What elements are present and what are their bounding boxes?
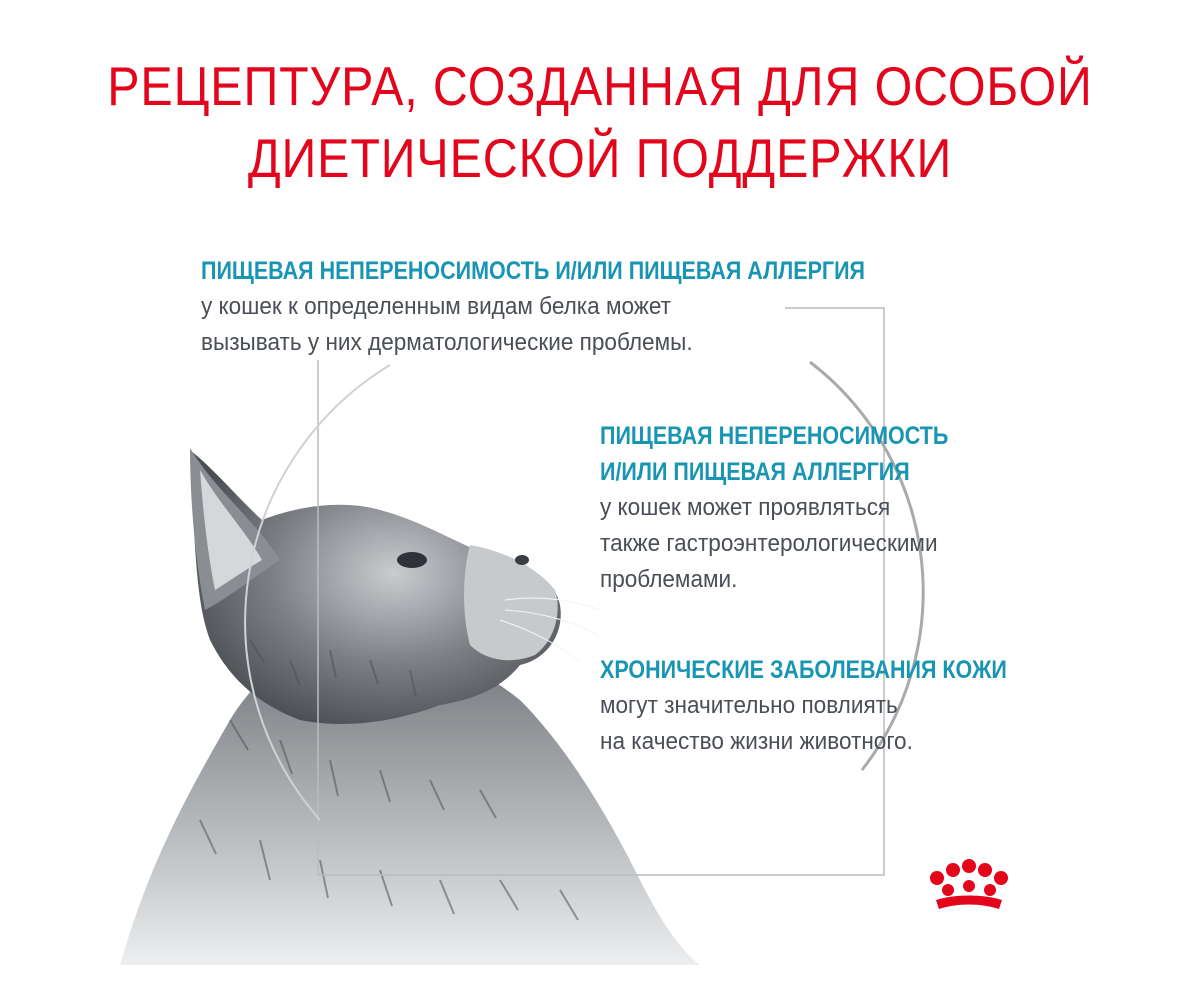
- text-line: вызывать у них дерматологические проблемы.: [201, 329, 693, 356]
- info-heading: [201, 253, 865, 289]
- text-line: на качество жизни животного.: [600, 728, 913, 755]
- text-line: у кошек может проявляться: [600, 494, 891, 521]
- info-block-chronic-skin: [600, 652, 1073, 760]
- cat-nose: [515, 555, 529, 565]
- crown-logo: [930, 859, 1008, 909]
- info-text: [600, 490, 981, 598]
- cat-eye: [397, 552, 427, 568]
- info-heading: [600, 418, 948, 490]
- info-text: [600, 688, 1045, 760]
- heading-line: ПИЩЕВАЯ НЕПЕРЕНОСИМОСТЬ И/ИЛИ ПИЩЕВАЯ АЛЛЕРГИЯ: [201, 257, 866, 285]
- info-block-allergy-skin: [201, 253, 973, 361]
- heading-line: ХРОНИЧЕСКИЕ ЗАБОЛЕВАНИЯ КОЖИ: [600, 656, 1007, 684]
- title-line-1: РЕЦЕПТУРА, СОЗДАННАЯ ДЛЯ ОСОБОЙ: [107, 55, 1093, 117]
- page-title: [72, 50, 1128, 194]
- heading-line: И/ИЛИ ПИЩЕВАЯ АЛЛЕРГИЯ: [600, 458, 910, 486]
- info-heading: [600, 652, 1007, 688]
- info-block-allergy-gastro: [600, 418, 1005, 598]
- heading-line: ПИЩЕВАЯ НЕПЕРЕНОСИМОСТЬ: [600, 422, 949, 450]
- text-line: проблемами.: [600, 566, 738, 593]
- title-line-2: ДИЕТИЧЕСКОЙ ПОДДЕРЖКИ: [247, 127, 953, 189]
- cat-muzzle: [464, 545, 558, 660]
- text-line: у кошек к определенным видам белка может: [201, 293, 671, 320]
- info-text: [201, 289, 927, 361]
- text-line: также гастроэнтерологическими: [600, 530, 938, 557]
- text-line: могут значительно повлиять: [600, 692, 898, 719]
